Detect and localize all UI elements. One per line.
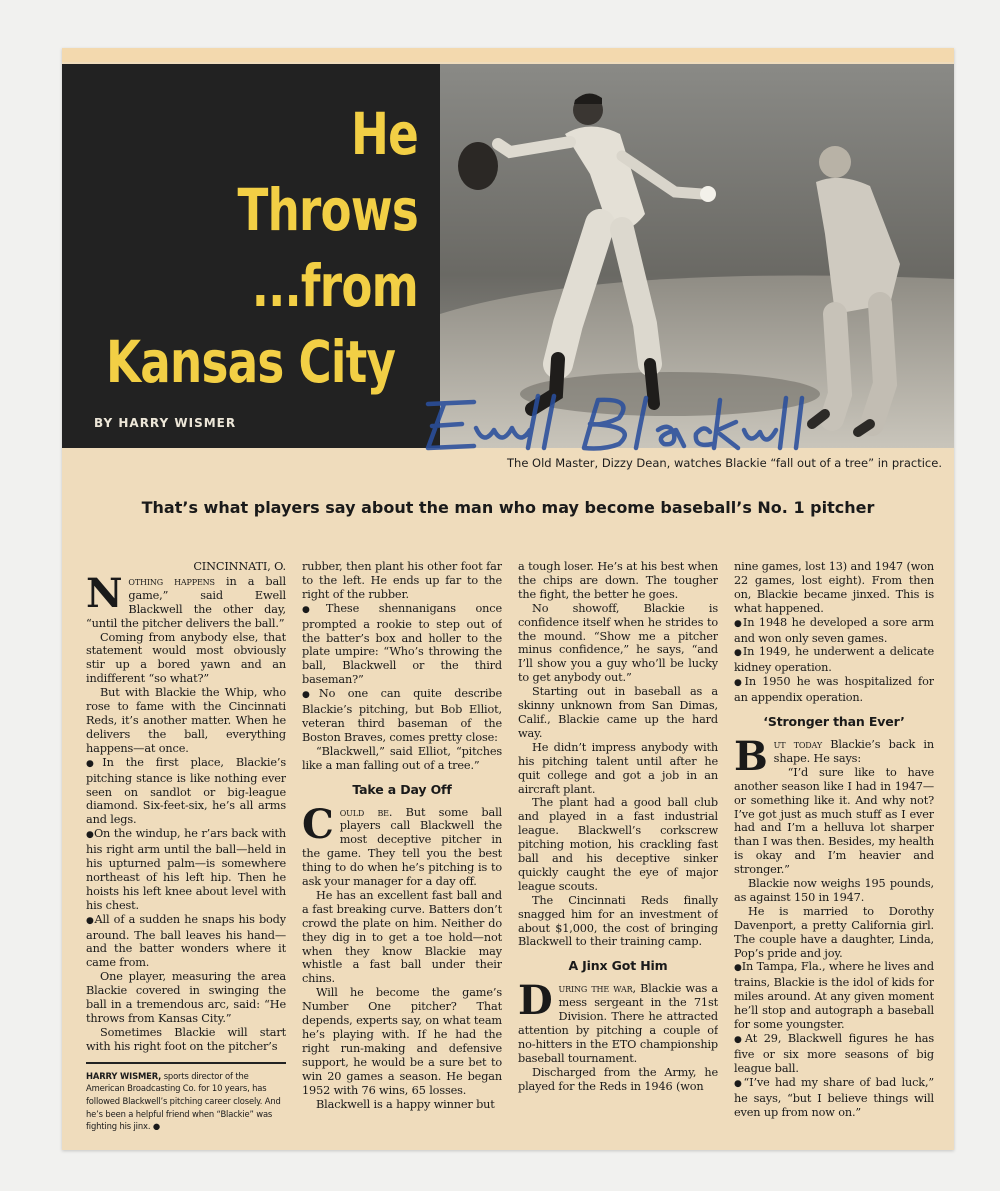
paragraph: Sometimes Blackie will start with his right foot on the pitcher’s: [86, 1025, 286, 1053]
bullet-paragraph: ● In 1950 he was hospitalized for an appendix operation.: [734, 675, 934, 705]
paragraph: The plant had a good ball club and played in a fast industrial league. Blackwell’s corkscrew pitching motion, his crackling fast ball and his deceptive sinker quickly caught the eye of major league scouts.: [518, 796, 718, 893]
bullet-paragraph: ● All of a sudden he snaps his body around. The ball leaves his hand—and the batter wonders where it came from.: [86, 913, 286, 971]
byline: BY HARRY WISMER: [94, 416, 237, 430]
paragraph: Coming from anybody else, that statement would most obviously stir up a bored yawn and an indifferent “so what?”: [86, 630, 286, 686]
paragraph: One player, measuring the area Blackie covered in swinging the ball in a tremendous arc, said: “He throws from Kansas City.”: [86, 970, 286, 1025]
article-subhead: That’s what players say about the man who may become baseball’s No. 1 pitcher: [141, 498, 875, 517]
paragraph: “Blackwell,” said Elliot, “pitches like a man falling out of a tree.”: [302, 744, 502, 772]
headline-line-3: Kansas City: [106, 328, 396, 396]
headline-line-2: ...from: [251, 252, 418, 320]
paragraph: He is married to Dorothy Davenport, a pretty California girl. The couple have a daughter, Linda, Pop’s pride and joy.: [734, 904, 934, 960]
section-heading: ‘Stronger than Ever’: [763, 714, 905, 730]
autograph-signature: [414, 386, 834, 466]
column-1: [86, 560, 286, 1140]
bullet-paragraph: ● In the first place, Blackie’s pitching stance is like nothing ever seen on sandlot or big-league diamond. Six-feet-six, he’s all arms and legs.: [86, 756, 286, 828]
dateline: CINCINNATI, O.: [193, 560, 286, 573]
bullet-paragraph: ● In 1949, he underwent a delicate kidney operation.: [734, 645, 934, 675]
column-2: [302, 560, 502, 1140]
drop-cap: D: [518, 977, 553, 1025]
headline: [106, 96, 418, 400]
paragraph: Could be. But some ball players call Blackwell the most deceptive pitcher in the game. They tell you the best thing to do when he’s pitching is to ask your manager for a day off.: [302, 800, 502, 889]
paragraph: nine games, lost 13) and 1947 (won 22 games, lost eight). From then on, Blackie became jinxed. This is what happened.: [734, 560, 934, 615]
paragraph: rubber, then plant his other foot far to the left. He ends up far to the right of the rubber.: [302, 560, 502, 601]
paragraph: “I’d sure like to have another season like I had in 1947—or something like it. And why not? I’ve got just as much stuff as I ever had and I’m a helluva lot sharper than I was then. Besides, my health is okay and I’m heavier and stronger.”: [734, 765, 934, 877]
paragraph: a tough loser. He’s at his best when the chips are down. The tougher the fight, the better he goes.: [518, 560, 718, 601]
newspaper-clipping: [62, 48, 954, 1150]
column-4: [734, 560, 934, 1140]
paragraph: During the war, Blackie was a mess sergeant in the 71st Division. There he attracted attention by pitching a couple of no-hitters in the ETO championship baseball tournament.: [518, 977, 718, 1065]
paragraph: Discharged from the Army, he played for the Reds in 1946 (won: [518, 1065, 718, 1093]
headline-line-1: He Throws: [237, 100, 418, 244]
paragraph: Blackwell is a happy winner but: [316, 1097, 495, 1111]
paragraph: The Cincinnati Reds finally snagged him for an investment of about $1,000, the cost of bringing Blackwell to their training camp.: [518, 893, 718, 949]
bullet-paragraph: ● At 29, Blackwell figures he has five or six more seasons of big league ball.: [734, 1032, 934, 1076]
paragraph: But with Blackie the Whip, who rose to fame with the Cincinnati Reds, it’s another matter. When he delivers the ball, everything happens—at once.: [86, 686, 286, 755]
headline-panel: [62, 64, 440, 448]
drop-cap: C: [302, 800, 334, 848]
column-3: [518, 560, 718, 1140]
drop-cap: N: [86, 569, 123, 617]
bullet-paragraph: ● “I’ve had my share of bad luck,” he says, “but I believe things will even up from now on.”: [734, 1076, 934, 1120]
article-body: [86, 560, 938, 1140]
paragraph: Nothing happens in a ball game,” said Ewell Blackwell the other day, “until the pitcher delivers the ball.”: [86, 569, 286, 630]
author-bio: HARRY WISMER, sports director of the American Broadcasting Co. for 10 years, has followed Blackwell’s pitching career closely. And he’s been a helpful friend when “Blackie” was fighting his jinx. ●: [86, 1062, 286, 1133]
bullet-paragraph: ● No one can quite describe Blackie’s pitching, but Bob Elliot, veteran third baseman of the Boston Braves, comes pretty close:: [302, 687, 502, 745]
paragraph: Starting out in baseball as a skinny unknown from San Dimas, Calif., Blackie came up the hard way.: [518, 685, 718, 740]
paragraph: Will he become the game’s Number One pitcher? That depends, experts say, on what team he’s playing with. If he had the right run-making and defensive support, he would be a sure bet to win 20 games a season. He began 1952 with 76 wins, 65 losses.: [302, 986, 502, 1097]
drop-cap: B: [734, 732, 768, 780]
section-heading: A Jinx Got Him: [568, 958, 668, 974]
paragraph: He didn’t impress anybody with his pitching talent until after he quit college and got a job in an aircraft plant.: [518, 740, 718, 796]
bullet-paragraph: ● In 1948 he developed a sore arm and won only seven games.: [734, 616, 934, 646]
bullet-paragraph: ● These shennanigans once prompted a rookie to step out of the batter’s box and holler to the plate umpire: “Who’s throwing the ball, Blackwell or the third baseman?”: [302, 602, 502, 687]
paragraph: No showoff, Blackie is confidence itself when he strides to the mound. “Show me a pitcher minus confidence,” he says, “and I’ll show you a guy who’ll be lucky to get anybody out.”: [518, 601, 718, 685]
bullet-paragraph: ● In Tampa, Fla., where he lives and trains, Blackie is the idol of kids for miles around. At any given moment he’ll stop and autograph a baseball for some youngster.: [734, 960, 934, 1032]
bullet-paragraph: ● On the windup, he r’ars back with his right arm until the ball—held in his upturned palm—is somewhere northeast of his left hip. Then he hoists his left knee about level with his chest.: [86, 827, 286, 912]
paragraph: Blackie now weighs 195 pounds, as against 150 in 1947.: [734, 877, 934, 904]
photo-caption: The Old Master, Dizzy Dean, watches Blackie “fall out of a tree” in practice.: [507, 456, 942, 470]
section-heading: Take a Day Off: [352, 781, 452, 797]
paragraph: But today Blackie’s back in shape. He says:: [734, 732, 934, 780]
paragraph: He has an excellent fast ball and a fast breaking curve. Batters don’t crowd the plate on him. Neither do they dig in to get a toe hold—not when they know Blackie may whistle a fast ball under their chins.: [302, 888, 502, 986]
